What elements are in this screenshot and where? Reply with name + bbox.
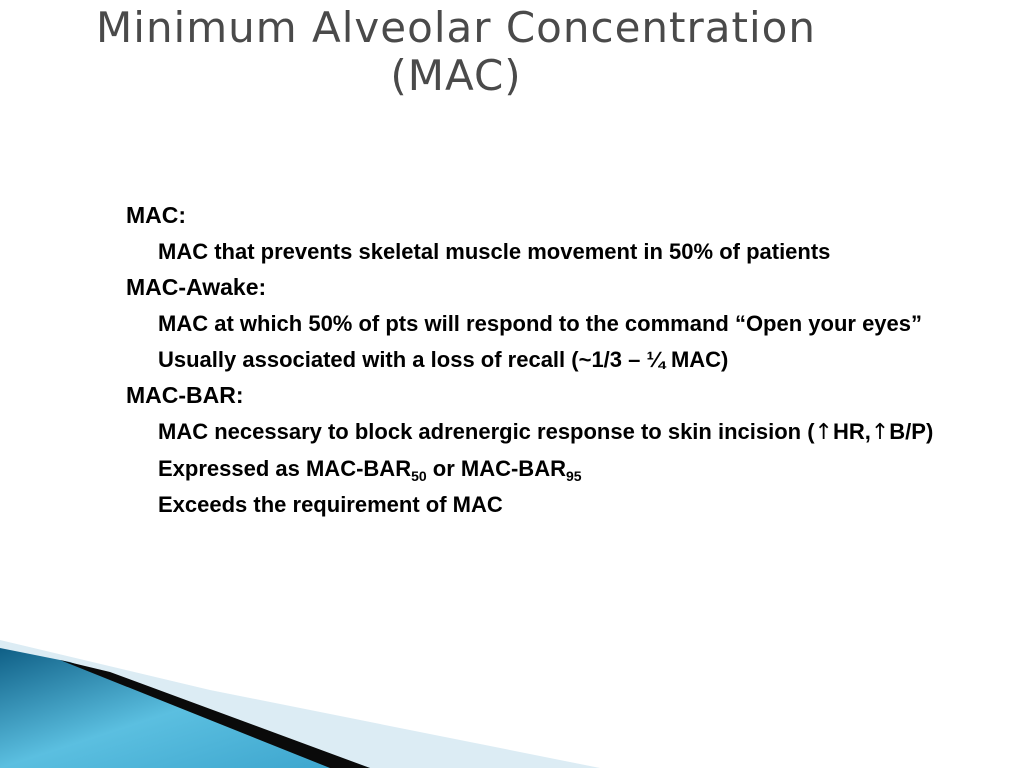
bp-label: B/P) (889, 419, 934, 444)
hr-label: HR, (832, 419, 871, 444)
mac-bar-expression (158, 453, 966, 485)
title-line-2: (MAC) (390, 51, 522, 100)
mac-bar-expression-mid: or MAC-BAR (426, 456, 566, 481)
subscript-95: 95 (565, 468, 582, 484)
mac-bar-definition-text: MAC necessary to block adrenergic response to skin incision ( (158, 419, 815, 444)
slide-title (0, 4, 912, 100)
mac-definition: MAC that prevents skeletal muscle movement in 50% of patients (158, 239, 831, 264)
black-stripe (60, 660, 370, 768)
heading-mac-awake: MAC-Awake: (126, 274, 267, 300)
mac-bar-exceeds: Exceeds the requirement of MAC (158, 492, 503, 517)
mac-awake-definition: MAC at which 50% of pts will respond to the command “Open your eyes” (158, 311, 923, 336)
heading-mac-bar: MAC-BAR: (126, 382, 244, 408)
mac-bar-expression-prefix: Expressed as MAC-BAR (158, 456, 412, 481)
title-line-1: Minimum Alveolar Concentration (96, 3, 816, 52)
pale-stripe (0, 640, 600, 768)
teal-wedge (0, 648, 370, 768)
arrow-up-icon: ↑ (870, 420, 890, 445)
mac-bar-definition (158, 416, 966, 449)
subscript-50: 50 (411, 468, 427, 484)
slide-content (126, 200, 966, 525)
heading-mac: MAC: (126, 202, 187, 228)
mac-awake-recall: Usually associated with a loss of recall (~1/3 – ¼ MAC) (158, 347, 729, 372)
arrow-up-icon: ↑ (814, 420, 833, 445)
